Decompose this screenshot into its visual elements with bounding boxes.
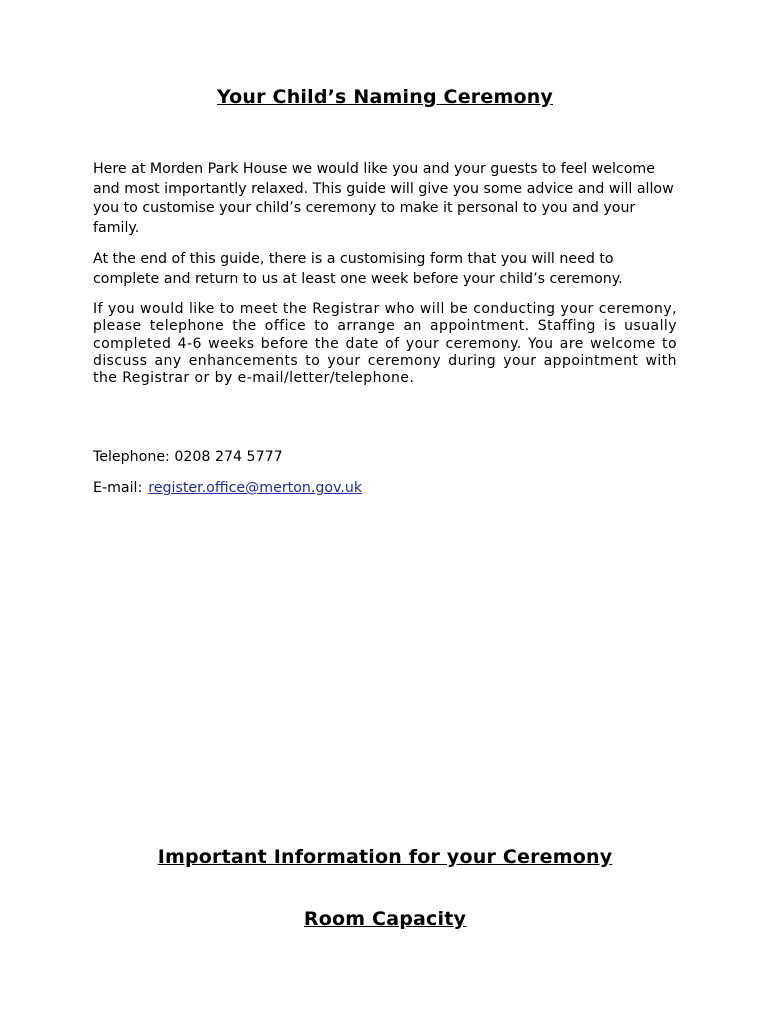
customising-form-paragraph: At the end of this guide, there is a customising form that you will need to complete and return to us at least one week before your child’s ceremony. — [93, 251, 623, 287]
email-line — [93, 480, 362, 496]
important-information-heading: Important Information for your Ceremony — [157, 846, 613, 868]
telephone-line: Telephone: 0208 274 5777 — [93, 449, 283, 465]
registrar-paragraph: If you would like to meet the Registrar who will be conducting your ceremony, please telephone the office to arrange an appointment. Staffing is usually completed 4-6 weeks before the date of your ceremony. You are welcome to discuss any enhancements to your ceremony during your appointment with the Registrar or by e-mail/letter/telephone. — [93, 301, 677, 387]
room-capacity-heading: Room Capacity — [303, 908, 467, 930]
email-label: E-mail: — [93, 480, 143, 496]
intro-paragraph: Here at Morden Park House we would like you and your guests to feel welcome and most importantly relaxed. This guide will give you some advice and will allow you to customise your child’s ceremony to make it personal to you and your family. — [93, 161, 674, 236]
email-link[interactable]: register.office@merton.gov.uk — [148, 480, 363, 496]
page-title: Your Child’s Naming Ceremony — [216, 86, 554, 108]
